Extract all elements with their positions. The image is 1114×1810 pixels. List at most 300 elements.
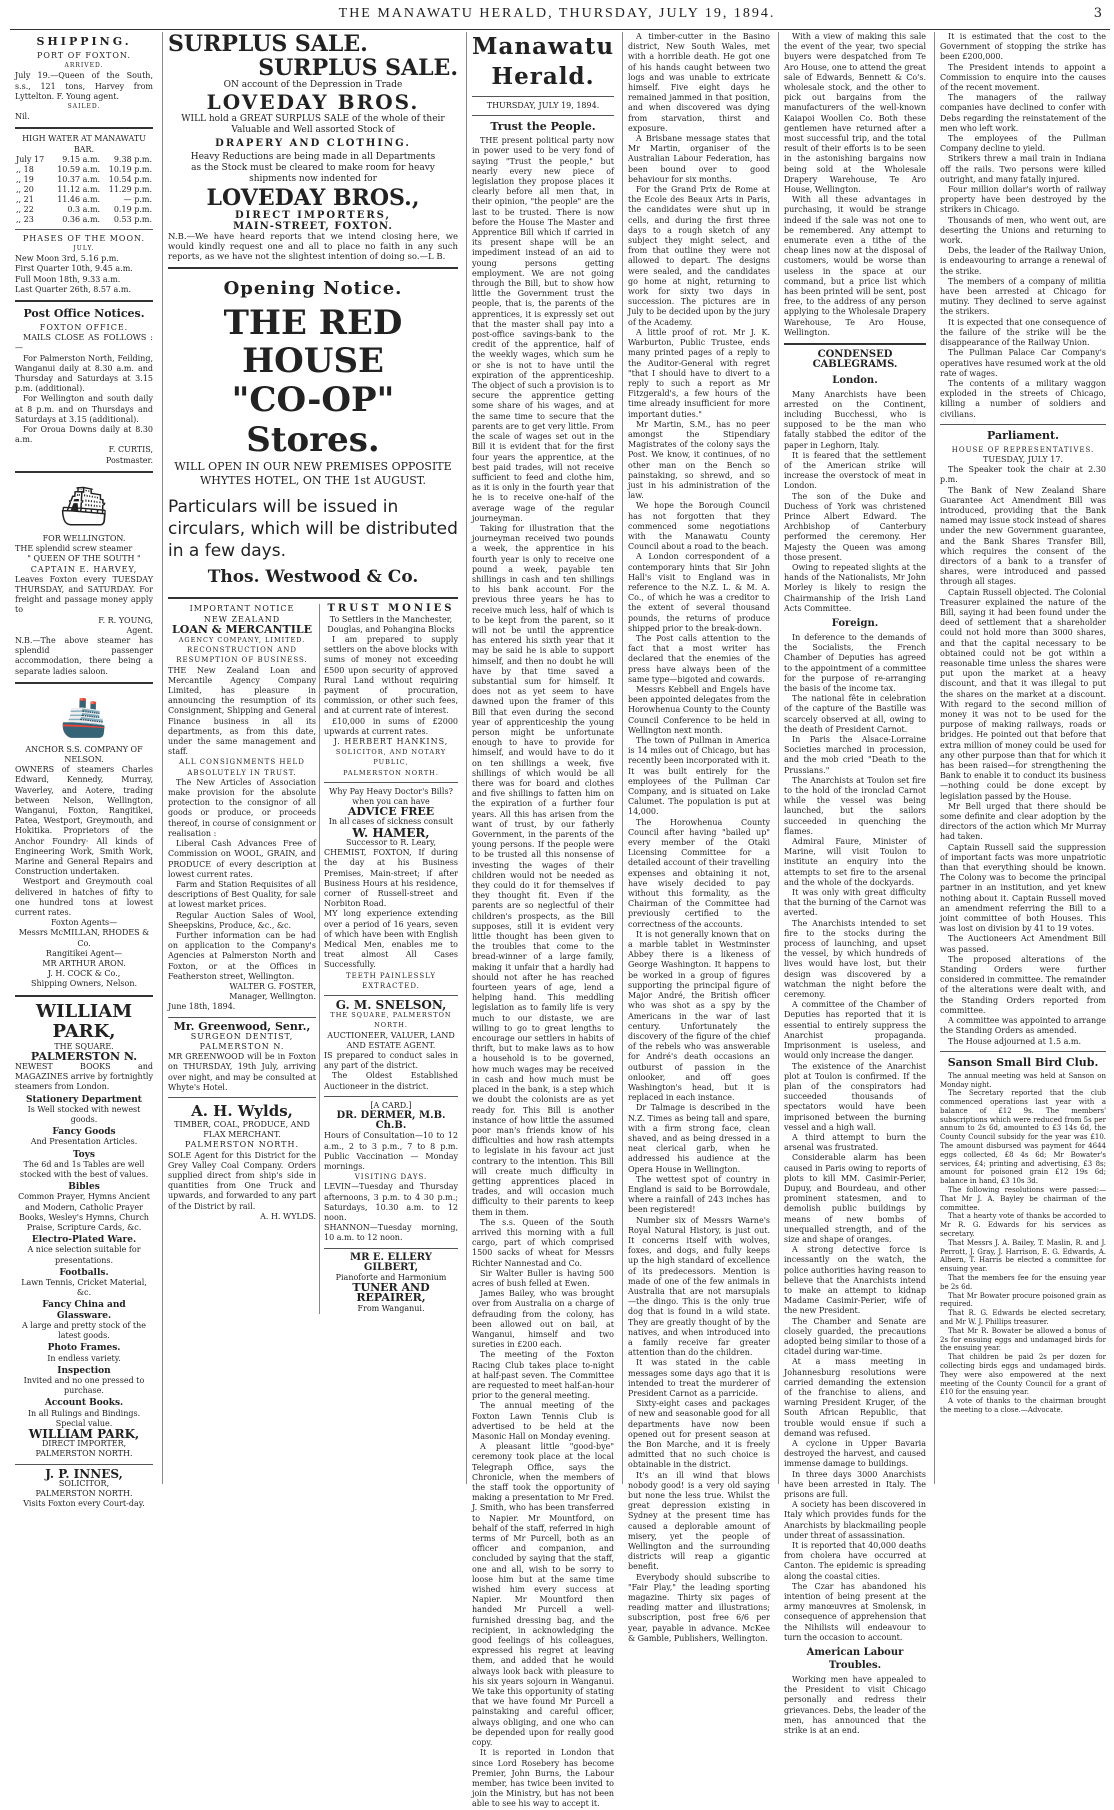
nzl-consign: ALL CONSIGNMENTS HELD ABSOLUTELY IN TRUST.: [179, 758, 305, 777]
visit-label: VISITING DAYS.: [354, 1173, 428, 1182]
wpark-item-heading: Electro-Plated Ware.: [31, 1235, 137, 1246]
foreign-paragraph: A society has been discovered in Italy which provides funds for the Anarchists by blackmailing people under threat of assassination.: [784, 1500, 926, 1540]
anchor-text2: Westport and Greymouth coal delivered in hatches of fifty to one hundred tons at lowest current rates.: [15, 877, 153, 917]
column-4-paragraph: For the Grand Prix de Rome at the Ecole des Beaux Arts in Paris, the candidates were shut up in cells, and during the first three days to a rough sketch of any subject they might select, and from that outline they were not allowed to depart. The designs were sealed, and the candidates go home at night, returning to work for sixty two days in succession. The pictures are in July to be decided upon by the jury of the Academy.: [628, 185, 770, 327]
teeth-text: TEETH PAINLESSLY EXTRACTED.: [346, 971, 436, 990]
wpark-item-text: Lawn Tennis, Cricket Material, &c.: [21, 1278, 147, 1298]
shannon-text: SHANNON—Tuesday morning, 10 a.m. to 12 noon.: [324, 1223, 458, 1243]
divider: [324, 1248, 458, 1249]
column-3-paragraph: A pleasant little "good-bye" ceremony took place at the local Telegraph Office, says the Chronicle, when the members of the staff took the opportunity of making a presentation to Mr Fred. J. Smith, who has been transferred to Napier. Mr Mountford, on behalf of the staff, referred in high terms of Mr Purcell, both as an officer and companion, and concluded by saying that the staff, one and all, wish to be sorry to loose him but at the same time wished him every success at Napier. Mr Mountford then handed Mr Purcell a well-furnished dressing bag, and the recipient, in acknowledging the good feelings of his colleagues, expressed his regret at leaving them, and added that he would always look back with pleasure to his six years sojourn in Wanganui. We take this opportunity of stating that we have found Mr Purcell a painstaking and careful officer, always obliging, and one who can be depended upon for really good copy.: [472, 1442, 614, 1748]
column-5: [778, 32, 931, 1736]
foreign-paragraph: The Czar has abandoned his intention of being present at the army manœuvres at Smolensk, in consequence of apprehension that the Nihilists will endeavour to turn the occasion to account.: [784, 1581, 926, 1642]
column-6-paragraph: The managers of the railway companies have declined to confer with Debs regarding the reinstatement of the men who left work.: [940, 93, 1106, 133]
greenwood-place: PALMERSTON N.: [199, 1041, 285, 1051]
tide-cell: 10.54 p.m.: [108, 174, 152, 184]
redhouse-firm: Thos. Westwood & Co.: [207, 567, 419, 588]
dermer-title: DR. DERMER, M.B. Ch.B.: [336, 1109, 446, 1132]
innes-text: Visits Foxton every Court-day.: [23, 1499, 145, 1509]
column-4-paragraph: It is not generally known that on a marble tablet in Westminster Abbey there is a likeness of George Washington. It happens to be worked in a group of figures supporting the principal figure of Major André, the British officer who was shot as a spy by the Americans in the war of last century. Unfortunately the discovery of the figure of the chief of the rebels who was answerable for André's death occasions an outburst of passion in the onlooker, and off goes Washington's head, but it is replaced in each instance.: [628, 929, 770, 1103]
surplus-brand-2: LOVEDAY BROS.,: [206, 185, 420, 212]
foreign-paragraph: A committee of the Chamber of Deputies has reported that it is essential to entirely suppress the Anarchist propaganda. Imprisonment is useless, and would only increase the danger.: [784, 1000, 926, 1061]
surplus-nb: N.B.—We have heard reports that we intend closing here, we would kindly request one and all to place no faith in any such reports, as we have not the slightest intention of doing so.—L B.: [168, 231, 458, 263]
column-3-paragraph: Taking for illustration that the journeyman received two pounds a week, the apprentice in his fourth year is only to receive one pound a week, payable ten shillings in cash and ten shillings to his bank account. For the previous three years he has to receive much less, half of which is to be kept from the parent, so it will not be until the apprentice has entered his sixth year that it may be said he is able to support himself, and then no doubt he will have by that time saved a substantial sum for himself. It does not as yet seem to have dawned upon the framer of this Bill that even during the second year of apprenticeship the young person might be unfortunate enough to have to provide for himself, and would have to do it on ten shillings a week, five shillings of which would be all there was for board and clothes and five shillings to fatten him on the expiration of a further four years. All this has arisen from the want of trust, by our fatherly Government, in the parents of the young persons. If the people were to be trusted all this nonsense of investing the wages of their children would not be needed as they could do it for themselves if they thought fit. Even if the parents are so neglectful of their children's prospects, as the Bill supposes, still it is evident very little thought has been given to the troubles that come to the bread-winner of a large family, making it unfair that a hardly had should not after he has reached fourteen years of age, lend a helping hand. This meddling legislation as to family life is very much to our distaste, we are willing to go to great lengths to encourage our settlers in habits of thrift, but to make laws as to how a household is to be governed, how much wages may be received in cash and how much must be placed in the bank, is a step which we doubt the colonists are as yet ready for. This Bill is another instance of how little the assumed poor man's friends know of his difficulties and how rash attempts to legislate in his favour act just contrary to the intention. This Bill will create much difficulty in getting apprentices placed in trades, and will occasion much difficulty to their parents to keep them in them.: [472, 523, 614, 1217]
column-3-paragraph: The meeting of the Foxton Racing Club takes place to-night at half-past seven. The Committee are requested to meet half-an-hour prior to the general meeting.: [472, 1350, 614, 1401]
column-4-paragraph: The Post calls attention to the fact that a most writer has declared that the enemies of the press have always been of the same type—bigoted and cowards.: [628, 633, 770, 684]
column-4-paragraph: Dr Talmage is described in the N.Z. Times as being tall and spare, with a firm strong face, clean shaved, and as being dressed in a neat clerical garb, when he addressed his audience at the Opera House in Wellington.: [628, 1103, 770, 1174]
snelson-text: IS prepared to conduct sales in any part of the district.: [324, 1050, 458, 1071]
tide-row: [15, 155, 153, 165]
wpark-item-text: A nice selection suitable for presentations.: [27, 1245, 141, 1265]
foreign-title: Foreign.: [831, 617, 879, 629]
foreign-paragraph: In deference to the demands of the Socialists, the French Chamber of Deputies has agreed to the appointment of a committee for the purpose of re-arranging the basis of the income tax.: [784, 632, 926, 693]
column-6-paragraph: Debs, the leader of the Railway Union, is endeavouring to arrange a renewal of the strike.: [940, 246, 1106, 276]
london-paragraph: Many Anarchists have been arrested on the Continent, including Bucchessi, who is supposed to be the man who fatally stabbed the editor of the paper in Leghorn, Italy.: [784, 389, 926, 450]
wpark-sub1: THE SQUARE.: [54, 1041, 114, 1051]
foreign-paragraph: In three days 3000 Anarchists have been arrested in Italy. The prisons are full.: [784, 1469, 926, 1500]
trust-t6: PALMERSTON NORTH.: [343, 768, 439, 777]
surplus-goods: DRAPERY AND CLOTHING.: [215, 138, 411, 150]
greenwood-title: Mr. Greenwood, Senr.,: [173, 1019, 311, 1033]
wpark-item-text: Is Well stocked with newest goods.: [27, 1104, 141, 1125]
surplus-text: WILL hold a GREAT SURPLUS SALE of the whole of their Valuable and Well assorted Stock of: [181, 114, 445, 136]
column-6-paragraph: Thousands of men, who went out, are deserting the Unions and returning to work.: [940, 215, 1106, 246]
column-3-paragraph: The annual meeting of the Foxton Lawn Tennis Club is advertised to be held at the Masonic Hall on Monday evening.: [472, 1401, 614, 1441]
innes-sub2: PALMERSTON NORTH.: [35, 1488, 133, 1498]
divider: [15, 471, 153, 473]
parliament-paragraph: Mr Bell urged that there should be some definite and clear adoption by the directors of the action which Mr Murray had taken.: [940, 801, 1106, 842]
column-6-paragraph: The contents of a military waggon exploded in the streets of Chicago, killing a number of soldiers and civilians.: [940, 378, 1106, 419]
column-4-paragraph: The town of Pullman in America is 14 miles out of Chicago, but has recently been incorporated with it. It was built entirely for the employees of the Pullman Car Company, and is situated on Lake Calumet. The population is put at 14,000.: [628, 736, 770, 817]
foreign-paragraph: The Anarchists at Toulon set fire to the hold of the ironclad Carnot while the vessel was being launched, but the sailors succeeded in quenching the flames.: [784, 775, 926, 836]
wpark-sub2: PALMERSTON N.: [30, 1049, 138, 1063]
column-4-paragraph: Number six of Messrs Warne's Royal Natural History, is just out. It concerns itself with wolves, foxes, and dogs, and fully keeps up the high standard of excellence of its predecessors. Mention is made of one of the few animals in Australia that are not marsupials—the dingo. This is the only true dog that is found in a wild state. They are greatly thought of by the natives, and when introduced into a family receive far greater attention than do the children.: [628, 1215, 770, 1358]
wellington-agent-title: Agent.: [126, 625, 153, 635]
post-lines: [15, 333, 153, 445]
leader-headline: Trust the People.: [490, 120, 596, 134]
tide-cell: ,, 19: [16, 174, 34, 184]
nzl-agency: AGENCY COMPANY, LIMITED.: [178, 636, 306, 645]
innes-title: J. P. INNES,: [45, 1466, 123, 1481]
case-text: In all cases of sickness consult: [328, 817, 454, 827]
column-6-paragraph: Four million dollar's worth of railway property have been destroyed by the strikers in Chicago.: [940, 185, 1106, 215]
wpark-item-text: And Presentation Articles.: [30, 1137, 138, 1147]
wpark-item-heading: Stationery Department: [26, 1094, 142, 1105]
post-office: FOXTON OFFICE.: [39, 323, 129, 333]
te-aro-p2: With all these advantages in purchasing, it would be strange indeed if the sale was not one to be remembered. Any attempt to enumerate even a tithe of the cheap lines now at the disposal of customers, would be worse than useless in the space at our command, but a price list which has been printed will be sent, post free, to the address of any person applying to the Wholesale Drapery Warehouse, Te Aro House, Wellington.: [784, 195, 926, 337]
header-rule: [10, 29, 1110, 30]
sanson-paragraph: That Messrs J. A. Bailey, T. Maslin, R. and J. Perrott, J. Gray, J. Harrison, E. G. Edwards, A. Albern, T. Harris be elected a committee for ensuing year.: [940, 1238, 1106, 1274]
wpark-title: WILLIAM PARK,: [35, 1000, 133, 1042]
column-4-body: [628, 32, 770, 1644]
tide-row: [15, 205, 153, 215]
london-paragraph: It is feared that the settlement of the American strike will increase the overstock of meat in London.: [784, 450, 926, 491]
parliament-paragraph: Captain Russell said the suppression of important facts was more unpatriotic than that everything should be known. The Colony was to become the principal partner in an institution, and yet knew nothing about it. Captain Russell moved an amendment referring the Bill to a joint committee of both Houses. This was lost on division by 41 to 19 votes.: [940, 842, 1106, 934]
wellington-title: FOR WELLINGTON.: [42, 533, 126, 543]
wylds-title: A. H. Wylds,: [191, 1101, 293, 1120]
wpark-item-text: Invited and no one pressed to purchase.: [23, 1375, 145, 1396]
sanson-paragraph: That children be paid 2s per dozen for collecting birds eggs and undamaged birds. They were also empowered at the next meeting of the County Council for a grant of £10 for the ensuing year.: [940, 1353, 1106, 1397]
shipping-title: SHIPPING.: [36, 35, 132, 48]
anchor-sub: NELSON.: [64, 754, 104, 764]
column-4-paragraph: The Horowhenua County Council after having "bailed up" every member of the Otaki Licensing Committee for a detailed account of their travelling expenses and obtaining it not, have wisely decided to pay without this formality, as the Chairman of the Committee had previously certified to the correctness of the accounts.: [628, 817, 770, 929]
sanson-paragraph: The annual meeting was held at Sanson on Monday night.: [940, 1071, 1106, 1089]
london-title: London.: [832, 374, 878, 386]
column-6-paragraph: It is estimated that the cost to the Government of stopping the strike has been £200,000.: [940, 32, 1106, 62]
foreign-paragraph: The national fête in celebration of the capture of the Bastille was scarcely observed at all, owing to the death of President Carnot.: [784, 694, 926, 734]
column-4-paragraph: Mr Martin, S.M., has no peer amongst the Stipendiary Magistrates of the colony says the Post. We know, it continues, of no other man on the Bench so painstaking, so shrewd, and so just in his administration of the law.: [628, 419, 770, 501]
tide-cell: 9.15 a.m.: [62, 154, 101, 164]
steamer-icon: ⛴: [59, 483, 109, 528]
parliament-paragraph: The Bank of New Zealand Share Guarantee Act Amendment Bill was introduced, providing that the Bank named may issue stock instead of shares under the new Government guarantee, and the Bank Shares Transfer Bill, which requires the consent of the directors of a bank to a transfer of shares, were introduced and passed through all stages.: [940, 485, 1106, 587]
trust-t2: I am prepared to supply settlers on the above blocks with sums of money not exceeding £500 upon security of approved Rural Land without requiring payment of procuration, commission, or other such fees, and at current rate of interest.: [324, 635, 458, 716]
tide-cell: 10.37 a.m.: [57, 174, 101, 184]
greenwood-sub: SURGEON DENTIST,: [190, 1031, 294, 1041]
parliament-body: [940, 465, 1106, 1047]
nzl-p6: Further information can be had on application to the Company's Agencies at Palmerston North and Foxton, or at the Offices in Featherston street, Wellington.: [168, 930, 316, 981]
tide-cell: 0.3 a.m.: [67, 204, 101, 214]
port-label: PORT OF FOXTON.: [37, 51, 131, 60]
hamer-title: W. HAMER,: [352, 825, 430, 840]
tide-row: [15, 175, 153, 185]
tide-cell: ,, 22: [16, 204, 34, 214]
divider: [324, 1096, 458, 1097]
wpark-item-heading: Account Books.: [44, 1398, 124, 1409]
nzl-nz: NEW ZEALAND: [203, 614, 281, 624]
surplus-intro: ON account of the Depression in Trade: [223, 80, 403, 90]
tide-cell: ,, 23: [16, 214, 34, 224]
header-title: THE MANAWATU HERALD, THURSDAY, JULY 19, 1894.: [338, 6, 776, 21]
wellington-text: Leaves Foxton every TUESDAY THURSDAY, and SATURDAY. For freight and passage money apply to: [15, 574, 153, 615]
anchor-agent: Shipping Owners, Nelson.: [30, 979, 138, 989]
divider: [324, 782, 458, 783]
sanson-paragraph: That the members fee for the ensuing year be 2s 6d.: [940, 1274, 1106, 1291]
post-line: For Wellington and south daily at 8 p.m. and on Thursdays and Saturdays at 3.15 (additional).: [15, 394, 153, 424]
tide-row: [15, 215, 153, 225]
nzl-date: June 18th, 1894.: [168, 1002, 236, 1012]
column-2-lower: [168, 604, 458, 1313]
anchor-agent: Messrs McMILLAN, RHODES & Co.: [18, 928, 150, 948]
trust-t1: To Settlers in the Manchester, Douglas, and Pohangina Blocks: [327, 614, 455, 634]
post-line: MAILS CLOSE AS FOLLOWS :—: [15, 333, 153, 353]
tide-cell: 10.59 a.m.: [57, 164, 101, 174]
parliament-paragraph: The House adjourned at 1.5 a.m.: [948, 1036, 1082, 1046]
column-2-lower-left: [168, 604, 320, 1313]
foreign-paragraph: It was only with great difficulty that the burning of the Carnot was averted.: [784, 888, 926, 918]
foreign-paragraph: Considerable alarm has been caused in Paris owing to reports of plots to kill MM. Casimir-Perier, Dupuy, and Bourdeau, and other prominent statesmen, and to demolish public buildings by means of new bombs of unequalled strength, and of the size and shape of oranges.: [784, 1153, 926, 1244]
sanson-paragraph: The Secretary reported that the club commenced operations last year with a balance of £12 9s. The members' subscriptions which were reduced from 5s per annum to 2s 6d, amounted to £3 14s 6d, the County Council subsidy for the year was £10. The amount disbursed was payment for 4644 eggs collected, £8 4s 6d; Mr Bowater's services, £4; printing and advertising, £3 8s; amount for poisoned grain £12 19s 6d; balance in hand, £3 10s 3d.: [940, 1089, 1106, 1186]
foreign-paragraph: The Chamber and Senate are closely guarded, the precautions adopted being similar to those of a citadel during war-time.: [784, 1316, 926, 1357]
redhouse-title-1: THE RED HOUSE: [223, 303, 403, 382]
wpark-item-heading: Fancy China and Glassware.: [42, 1300, 126, 1321]
column-4: [622, 32, 775, 1643]
column-4-paragraph: Everybody should subscribe to "Fair Play," the leading sporting magazine. Thirty six pages of reading matter and illustrations; subscription, post free 6/6 per year, payable in advance. McKee & Gamble, Publishers, Wellington.: [628, 1572, 770, 1643]
wylds-sub: TIMBER, COAL, PRODUCE, AND FLAX MERCHANT.: [174, 1119, 310, 1140]
wpark-items: [15, 1095, 153, 1429]
hamer-sub: Successor to R. Leary,: [345, 837, 437, 847]
parliament-paragraph: The Speaker took the chair at 2.30 p.m.: [940, 465, 1106, 485]
divider: [168, 597, 458, 599]
trust-title: TRUST MONIES: [327, 603, 455, 615]
column-3-paragraph: James Bailey, who was brought over from Australia on a charge of defrauding from the colony, has been allowed out on bail, at Wanganui, himself and two sureties in £200 each.: [472, 1289, 614, 1350]
wellington-intro: THE splendid screw steamer: [15, 544, 133, 554]
foreign-paragraph: Admiral Faure, Minister of Marine, will visit Toulon to institute an enquiry into the attempts to set fire to the arsenal and the whole of the dockyards.: [784, 837, 926, 887]
post-signature-title: Postmaster.: [105, 455, 153, 465]
redhouse-line-2: WHYTES HOTEL, ON THE 1st AUGUST.: [199, 474, 426, 488]
sanson-paragraph: A vote of thanks to the chairman brought the meeting to a close.—Advocate.: [940, 1397, 1106, 1414]
moon-line: Full Moon 18th, 9.33 a.m.: [15, 274, 121, 284]
sailed-label: SAILED.: [67, 103, 101, 111]
card-label: [A CARD.]: [370, 1100, 412, 1110]
post-line: For Palmerston North, Feilding, Wanganui daily at 8.30 a.m. and Thursday and Saturdays at 3.15 p.m. (additional).: [15, 353, 153, 394]
wpark-item-heading: Toys: [73, 1149, 95, 1160]
column-4-paragraph: A Brisbane message states that Mr Martin, organiser of the Australian Labour Federation, has been bound over to good behaviour for six months.: [628, 134, 770, 184]
tide-cell: 11.46 a.m.: [57, 194, 101, 204]
column-4-paragraph: A little proof of rot. Mr J. K. Warburton, Public Trustee, ends many printed pages of a reply to the Auditor-General with regret "that I should have to divert to a reply to such a report as Mr Fitzgerald's, a few hours of the time already insufficient for more important duties.": [628, 327, 770, 419]
sanson-paragraph: That Mr R. Bowater be allowed a bonus of 2s for ensuing eggs and undamaged birds for the ensuing year.: [940, 1326, 1106, 1353]
column-6-paragraph: The President intends to appoint a Commission to enquire into the causes of the recent movement.: [940, 62, 1106, 93]
anchor-steamer-icon: 🚢: [60, 694, 108, 739]
trust-t3: £10,000 in sums of £2000 upwards at current rates.: [324, 716, 458, 736]
nzl-p5: Regular Auction Sales of Wool, Sheepskins, Produce, &c., &c.: [168, 910, 316, 930]
nzl-p3: Liberal Cash Advances Free of Commission on WOOL, GRAIN, and PRODUCE of every description at lowest current rates.: [168, 839, 316, 879]
wpark-item-heading: Fancy Goods: [52, 1127, 116, 1138]
nzl-recon: RECONSTRUCTION AND RESUMPTION OF BUSINESS.: [176, 646, 308, 665]
wpark-item-heading: Photo Frames.: [47, 1343, 121, 1354]
te-aro-p1: With a view of making this sale the event of the year, two special buyers were despatched from Te Aro House, one to attend the great sale of Edwards, Bennett & Co's. wholesale stock, and the other to pick out bargains from the manufacturers of the well-known Kaiapoi Woollen Co. Both these gentlemen have returned after a most successful trip, and the total result of their efforts is to be seen in the astonishing bargains now being sold at the Wholesale Drapery Warehouse, Te Aro House, Wellington.: [784, 32, 926, 195]
divider: [168, 267, 458, 269]
redhouse-text: Particulars will be issued in circulars, which will be distributed in a few days.: [168, 497, 458, 562]
tide-row: [15, 195, 153, 205]
column-3-paragraph: Sir Walter Buller is having 500 acres of bush felled at Ewen.: [472, 1268, 614, 1288]
tide-cell: — p.m.: [123, 194, 152, 204]
wylds-text: SOLE Agent for this District for the Grey Valley Coal Company. Orders supplied direct from ship's side in quantities from One Truck and upwards, and forwarded to any part of the District by rail.: [168, 1150, 316, 1211]
column-2: [162, 32, 463, 1484]
column-3-paragraph: The s.s. Queen of the South arrived this morning with a full cargo, part of which comprised 1500 sacks of wheat for Messrs Richter Nannestad and Co.: [472, 1217, 614, 1268]
moon-line: New Moon 3rd, 5.16 p.m.: [15, 254, 119, 264]
parliament-paragraph: Captain Russell objected. The Colonial Treasurer explained the nature of the Bill, saying it had been found under the deed of settlement that a shareholder could not hold more than 3000 shares, and that the capital necessary to be obtained could not be got within a reasonable time unless the shares were put upon the market at a heavy discount, and that it was illegal to put the shares on the market at a discount. With regard to the second million of money it was not to be used for the purpose of making railways, roads or bridges. He pointed out that before that extra million of money could be used for any other purpose than that for which it has been raised—for strengthening the Bank to enable it to conduct its business—nothing could be done except by legislation passed by the House.: [940, 587, 1106, 801]
snelson-role: AUCTIONEER, VALUER, LAND AND ESTATE AGENT.: [327, 1030, 455, 1050]
column-4-paragraph: The wettest spot of country in England is said to be Borrowdale, where a rainfall of 243 inches has been registered!: [628, 1174, 770, 1215]
post-title: Post Office Notices.: [23, 307, 145, 321]
column-4-paragraph: A timber-cutter in the Basino district, New South Wales, met with a horrible death. He got one of his hands caught between two logs and was unable to extricate himself. Five eight days he remained jammed in that position, and when discovered was dying from starvation, thirst and exposure.: [628, 32, 770, 133]
wpark-item-text: A large and pretty stock of the latest goods.: [21, 1320, 147, 1341]
nzl-loan: LOAN & MERCANTILE: [172, 622, 312, 636]
divider: [940, 1051, 1106, 1052]
labour-text: Working men have appealed to the President to visit Chicago personally and redress their grievances. Debs, the leader of the men, has announced that the strike is at an end.: [784, 1675, 926, 1736]
wpark-item-text: In endless variety.: [47, 1353, 121, 1363]
redhouse-line-1: WILL OPEN IN OUR NEW PREMISES OPPOSITE: [174, 460, 452, 474]
wpark-item-heading: Bibles: [68, 1182, 100, 1193]
column-4-paragraph: It's an ill wind that blows nobody good! is a very old saying but none the less true. Whilst the great depression existing in Sydney at the present time has caused a deplorable amount of misery, yet the people of Wellington and the surrounding districts will reap a gigantic benefit.: [628, 1470, 770, 1572]
nzl-p1: THE New Zealand Loan and Mercantile Agency Company Limited, has pleasure in announcing the resumption of its Consignment, Shipping and General Finance business in all its departments, as from this date, under the same management and staff.: [168, 665, 316, 757]
moon-line: First Quarter 10th, 9.45 a.m.: [15, 264, 133, 274]
labour-title: American Labour Troubles.: [806, 1647, 904, 1672]
tide-cell: ,, 18: [16, 164, 34, 174]
london-paragraph: Owing to repeated slights at the hands of the Nationalists, Mr John Morley is likely to resign the Chairmanship of the Irish Land Acts Committee.: [784, 562, 926, 613]
tide-cell: 11.29 p.m.: [108, 184, 152, 194]
tide-cell: 0.53 p.m.: [113, 214, 152, 224]
parliament-paragraph: A committee was appointed to arrange the Standing Orders as amended.: [940, 1016, 1106, 1036]
column-4-paragraph: Sixty-eight cases and packages of new and seasonable good for all departments have now been opened out for present season at the Bon Marche, and it is freely admitted that no such choice is obtainable in the district.: [628, 1399, 770, 1470]
gilbert-role: TUNER AND REPAIRER,: [352, 1281, 430, 1305]
parliament-paragraph: The Auctioneers Act Amendment Bill was passed.: [940, 934, 1106, 954]
wpark-text: NEWEST BOOKS and MAGAZINES arrive by fortnightly steamers from London.: [15, 1062, 153, 1092]
innes-sub1: SOLICITOR,: [58, 1478, 110, 1488]
column-3-paragraph: THE present political party now in power used to be very fond of saying "Trust the people," but nearly every new piece of legislation they propose places it clearly before all men that, in their opinion, "the people" are the last to be trusted. There is now before the House The Master and Apprentice Bill which if carried in its present shape will be an impediment instead of an aid to young persons getting employment. We are not going through the Bill, but to show how little the Government trust the people, that is, the parents of the apprentices, it is expressly set out that the master shall pay into a post-office savings-bank to the credit of the apprentice, half of the weekly wages, which sum he or she is not to have until the expiration of the apprenticeship. The object of such a provision is to secure the apprentice getting some share of his wages, and at the same time to secure that the parents are to get very little. From the scale of wages set out in the Bill it is evident that for the first four years the apprentice, at the best paid trades, will not receive sufficient to feed and clothe him, as it is only in the fourth year that he is to receive one-half of the average wage of the regular journeyman.: [472, 136, 614, 523]
column-4-paragraph: We hope the Borough Council has not forgotten that they commenced some negotiations with the Manawatu County Council about a road to the beach.: [628, 501, 770, 552]
foreign-paragraph: It is reported that 40,000 deaths from cholera have occurred at Canton. The epidemic is spreading along the coastal cities.: [784, 1541, 926, 1581]
divider: [15, 127, 153, 129]
house-title: HOUSE OF REPRESENTATIVES.: [951, 445, 1095, 454]
post-signature: F. CURTIS,: [108, 445, 153, 455]
foreign-paragraph: A strong detective force is incessantly on the watch, the police authorities having reason to believe that the Anarchists intend to make an attempt to kidnap Madame Casimir-Perier, wife of the new President.: [784, 1245, 926, 1316]
page-header: [0, 0, 1114, 30]
sailed-text: Nil.: [15, 112, 30, 122]
surplus-brand: LOVEDAY BROS.: [206, 90, 420, 115]
dermer-hours: Hours of Consultation—10 to 12 a.m., 2 to 3 p.m., 7 to 8 p.m. Public Vaccination — Monday mornings.: [324, 1131, 458, 1171]
column-1: [10, 32, 158, 1509]
tide-cell: ,, 21: [16, 194, 34, 204]
sanson-paragraph: The following resolutions were passed:—That Mr J. A. Bayley be chairman of the committee.: [940, 1186, 1106, 1212]
surplus-title-1: SURPLUS SALE.: [168, 31, 368, 57]
parliament-title: Parliament.: [987, 428, 1059, 442]
column-3-body: [472, 136, 614, 1809]
gilbert-sub: Pianoforte and Harmonium: [335, 1273, 447, 1283]
divider: [472, 96, 614, 97]
foreign-paragraph: At a mass meeting in Johannesburg resolutions were carried demanding the extension of the franchise to aliens, and warning President Kruger, of the South African Republic, that trouble would ensue if such a demand was refused.: [784, 1357, 926, 1438]
gilbert-title: MR E. ELLERY GILBERT,: [350, 1251, 432, 1273]
wellington-captain: CAPTAIN E. HARVEY,: [30, 564, 138, 574]
wylds-place: PALMERSTON NORTH.: [184, 1140, 299, 1150]
tides-table: [15, 155, 153, 225]
wpark-item-heading: Inspection: [57, 1365, 111, 1376]
page-number: 3: [1093, 6, 1102, 21]
london-paragraph: The son of the Duke and Duchess of York was christened Prince Albert Edward. The Archbishop of Canterbury performed the ceremony. Her Majesty the Queen was among those present.: [784, 491, 926, 562]
anchor-agent: MR ARTHUR ARON.: [42, 959, 126, 968]
arrived-label: ARRIVED.: [64, 62, 104, 70]
divider: [168, 1017, 316, 1018]
tide-cell: 0.19 p.m.: [113, 204, 152, 214]
moon-title: PHASES OF THE MOON.: [22, 233, 146, 243]
anchor-agent: Foxton Agents—: [50, 918, 118, 928]
moon-lines: [15, 254, 153, 295]
anchor-text: OWNERS of steamers Charles Edward, Kennedy, Murray, Waverley, and Aotere, trading between Nelson, Wellington, Wanganui, Foxton, Rangitikei, Patea, Westport, Greymouth, and Hokitika. Proprietors of the Anchor Foundry· All kinds of Engineering Work, Smith Work, Marine and General Repairs and Construction undertaken.: [15, 765, 153, 877]
column-6-paragraph: The Pullman Palace Car Company's operatives have resumed work at the old rate of wages.: [940, 348, 1107, 378]
snelson-text2: The Oldest Established Auctioneer in the district.: [324, 1071, 458, 1091]
hamer-text: CHEMIST, FOXTON, If during the day at his Business Premises, Main-street; if after Business Hours at his residence, corner of Russell-street and Norbiton Road.: [324, 848, 458, 909]
divider: [168, 1097, 316, 1098]
wpark-item-text: In all Rulings and Bindings. Special value.: [27, 1408, 141, 1428]
foreign-paragraph: The existence of the Anarchist plot at Toulon is confirmed. If the plan of the conspirators had succeeded thousands of spectators would have been imprisoned between the burning vessel and a high wall.: [784, 1061, 926, 1132]
nzl-sig: WALTER G. FOSTER,: [229, 981, 316, 991]
anchor-agent: Rangitikei Agent—: [45, 948, 123, 958]
wpark-footer1: WILLIAM PARK,: [28, 1426, 140, 1441]
wellington-agent: F. R. YOUNG,: [98, 615, 153, 625]
london-body: [784, 390, 926, 614]
foreign-paragraph: The Anarchists intended to set fire to the stocks during the process of launching, and upset the vessel, by which hundreds of lives would have lost, but their design was discovered by a watchman the night before the ceremony.: [784, 918, 926, 1000]
parliament-paragraph: The proposed alterations of the Standing Orders were further considered in committee. The remainder of the alterations were dealt with, and the Standing Orders reported from committee.: [940, 954, 1106, 1015]
column-6-paragraph: Strikers threw a mail train in Indiana off the rails. Two persons were killed outright, and many fatally injured.: [940, 154, 1106, 184]
doc-text: Why Pay Heavy Doctor's Bills? when you can have: [329, 786, 453, 807]
advice-title: ADVICE FREE: [347, 805, 435, 819]
divider: [15, 300, 153, 302]
foreign-body: [784, 633, 926, 1643]
column-4-paragraph: A London correspondent of a contemporary hints that Sir John Hall's visit to England was in reference to the N.Z. L. & M. A. Co., of which he was a creditor to the extent of several thousand pounds, the returns of produce shipped prior to the break-down.: [628, 552, 770, 633]
column-6-body: [940, 32, 1106, 420]
surplus-title-2: SURPLUS SALE.: [258, 55, 458, 81]
anchor-agents: [15, 918, 153, 989]
tides-title: HIGH WATER AT MANAWATU BAR.: [22, 134, 146, 154]
masthead-date: THURSDAY, JULY 19, 1894.: [486, 101, 600, 110]
foreign-paragraph: A cyclone in Upper Bavaria destroyed the harvest, and caused immense damage to buildings.: [784, 1439, 926, 1469]
anchor-title: ANCHOR S.S. COMPANY OF: [25, 744, 143, 754]
nzl-notice: IMPORTANT NOTICE: [189, 604, 295, 614]
greenwood-text: MR GREENWOOD will be in Foxton on THURSDAY, 19th July, arriving over night, and may be consulted at Whyte's Hotel.: [168, 1052, 316, 1092]
tide-cell: 9.38 p.m.: [113, 154, 152, 164]
post-line: For Oroua Downs daily at 8.30 a.m.: [15, 425, 153, 445]
sanson-paragraph: That a hearty vote of thanks be accorded to Mr R. G. Edwards for his services as secretary.: [940, 1212, 1106, 1239]
nzl-p4: Farm and Station Requisites of all descriptions of Best Quality, for sale at lowest market prices.: [168, 879, 316, 910]
column-6-paragraph: The members of a company of militia have been arrested at Chicago for mutiny. They declined to serve against the strikers.: [940, 276, 1106, 317]
tide-cell: July 17: [16, 154, 45, 164]
column-6-paragraph: It is expected that one consequence of the failure of the strike will be the disappearance of the Railway Union.: [940, 317, 1106, 348]
surplus-sub: DIRECT IMPORTERS,: [235, 210, 391, 222]
trust-t4: J. HERBERT HANKINS,: [333, 737, 449, 747]
surplus-text2: Heavy Reductions are being made in all Departments as the Stock must be cleared to make room for heavy shipments now indented for: [190, 152, 436, 185]
opening-notice: Opening Notice.: [223, 278, 403, 300]
divider: [15, 229, 153, 230]
sanson-title: Sanson Small Bird Club.: [947, 1055, 1099, 1069]
tide-row: [15, 185, 153, 195]
foreign-paragraph: A third attempt to burn the arsenal was frustrated.: [784, 1132, 926, 1153]
column-3: [466, 32, 619, 1809]
redhouse-title-2: "CO-OP" Stores.: [231, 380, 395, 461]
column-6-paragraph: The employees of the Pullman Company decline to yield.: [940, 134, 1106, 154]
snelson-sub: THE SQUARE, PALMERSTON NORTH.: [330, 1011, 452, 1030]
divider: [940, 424, 1106, 425]
trust-t5: SOLICITOR, AND NOTARY PUBLIC,: [335, 748, 447, 767]
column-4-paragraph: It was stated in the cable messages some days ago that it is intended to treat the murderer of President Carnot as a parricide.: [628, 1358, 770, 1399]
tide-cell: 0.36 a.m.: [62, 214, 101, 224]
sanson-body: [940, 1072, 1106, 1415]
divider: [784, 343, 926, 345]
gilbert-from: From Wanganui.: [357, 1303, 425, 1313]
tide-row: [15, 165, 153, 175]
divider: [472, 115, 614, 116]
moon-line: Last Quarter 26th, 8.57 a.m.: [15, 284, 131, 294]
cablegrams-title: CONDENSED CABLEGRAMS.: [812, 349, 898, 371]
wpark-footer3: PALMERSTON NORTH.: [35, 1449, 133, 1459]
nzl-sig2: Manager, Wellington.: [229, 992, 316, 1002]
tide-cell: 11.12 a.m.: [57, 184, 101, 194]
moon-month: JULY.: [73, 245, 95, 253]
wellington-nb: N.B.—The above steamer has splendid passenger accommodation, there being a separate ladies saloon.: [15, 635, 153, 676]
divider: [15, 1464, 153, 1465]
arrived-text: July 19.—Queen of the South, s.s., 121 tons, Harvey from Lyttelton. F. Young agent.: [15, 71, 153, 101]
masthead: Manawatu Herald.: [472, 33, 615, 90]
divider: [15, 995, 153, 997]
foreign-paragraph: In Paris the Alsace-Lorraine Societies marched in procession, and the mob cried "Death to the Prussians.": [784, 735, 926, 775]
wpark-item-text: The 6d and 1s Tables are well stocked with the best of values.: [19, 1159, 149, 1180]
hamer-text2: MY long experience extending over a period of 16 years, seven of which have been with English Medical Men, enables me to treat almost All Cases Successfully.: [324, 909, 458, 970]
levin-text: LEVIN—Tuesday and Thursday afternoons, 3 p.m. to 4 30 p.m.; Saturdays, 10.30 a.m. to 12 noon.: [324, 1182, 458, 1222]
divider: [324, 995, 458, 996]
column-2-lower-right: [320, 604, 458, 1313]
column-3-paragraph: It is reported in London that since Lord Rosebery has become Premier, John Burns, the Labour member, has twice been invited to join the Ministry, but has not been able to see his way to accept it.: [472, 1748, 614, 1809]
wpark-footer2: DIRECT IMPORTER,: [41, 1439, 127, 1449]
surplus-street: MAIN-STREET, FOXTON.: [233, 220, 393, 232]
wpark-item-heading: Footballs.: [59, 1267, 109, 1278]
